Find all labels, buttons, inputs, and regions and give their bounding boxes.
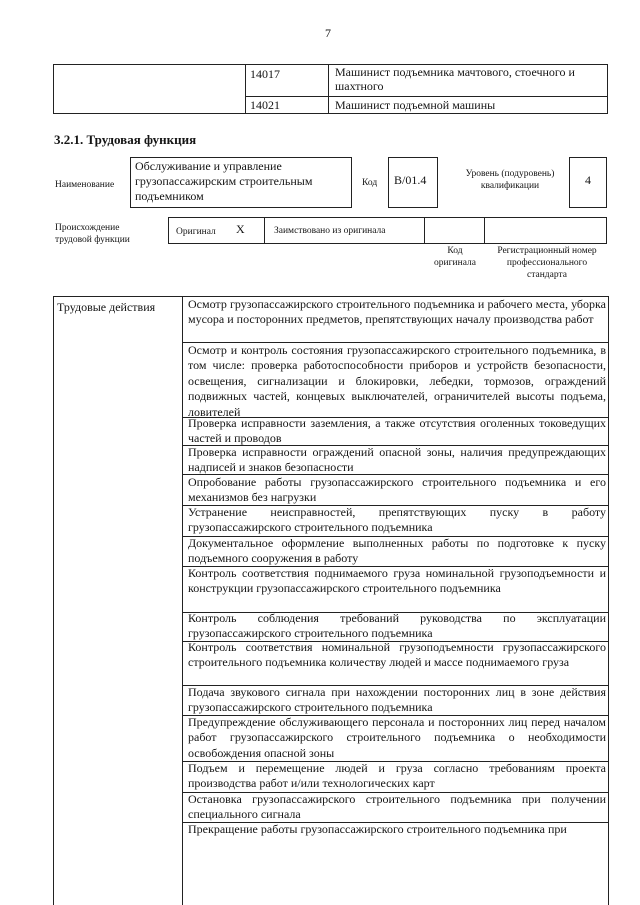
table-row-code: 14017 (250, 67, 280, 81)
labor-action-item: Контроль соответствия номинальной грузоподъемности грузопассажирского строительного подъемника количеству людей и массе поднимаемого груза (188, 640, 606, 670)
labor-action-item: Предупреждение обслуживающего персонала и посторонних лиц перед началом работ грузопассажирского строительного подъемника о необходимости освобождения опасной зоны (188, 715, 606, 760)
reg-number-label: Регистрационный номер профессионального стандарта (497, 246, 597, 280)
function-code: В/01.4 (394, 173, 427, 187)
labor-action-item: Опробование работы грузопассажирского строительного подъемника и его механизмов без нагрузки (188, 475, 606, 505)
labor-action-item: Документальное оформление выполненных работы по подготовке к пуску подъемного сооружения в работу (188, 536, 606, 566)
labor-action-item: Подъем и перемещение людей и груза согласно требованиям проекта производства работ и/или технологических карт (188, 761, 606, 791)
section-title: 3.2.1. Трудовая функция (54, 132, 197, 147)
labor-action-item: Проверка исправности заземления, а также отсутствия оголенных токоведущих частей и проводов (188, 416, 606, 446)
labor-action-item: Осмотр грузопассажирского строительного подъемника и рабочего места, уборка мусора и посторонних предметов, препятствующих началу производства работ (188, 297, 606, 327)
original-mark: X (236, 222, 245, 236)
origin-label: Происхождение трудовой функции (55, 223, 130, 245)
labor-action-item: Прекращение работы грузопассажирского строительного подъемника при (188, 822, 567, 836)
labor-actions-label: Трудовые действия (57, 300, 156, 314)
name-label: Наименование (55, 180, 115, 190)
qualification-level: 4 (585, 173, 591, 187)
labor-action-item: Осмотр и контроль состояния грузопассажирского строительного подъемника, в том числе: проверка работоспособности приборов и устройств безопасности, освещения, сигнализации и блокировки, лебедки, тормозов, ограждений подвижных частей, концевых выключателей, ограничителей высоты подъема, ловителей (188, 343, 606, 419)
code-original-label: Код оригинала (434, 246, 476, 268)
page-number: 7 (325, 26, 331, 40)
labor-action-item: Подача звукового сигнала при нахождении посторонних лиц в зоне действия грузопассажирского строительного подъемника (188, 685, 606, 715)
level-label: Уровень (подуровень) квалификации (465, 169, 555, 191)
function-name: Обслуживание и управление грузопассажирским строительным подъемником (135, 159, 313, 203)
labor-action-item: Контроль соответствия поднимаемого груза номинальной грузоподъемности и конструкции грузопассажирского строительного подъемника (188, 566, 606, 596)
table-row-code: 14021 (250, 98, 280, 112)
labor-action-item: Проверка исправности ограждений опасной зоны, наличия предупреждающих надписей и знаков безопасности (188, 445, 606, 475)
labor-action-item: Остановка грузопассажирского строительного подъемника при получении специального сигнала (188, 792, 606, 822)
original-label: Оригинал (176, 227, 216, 237)
labor-action-item: Устранение неисправностей, препятствующих пуску в работу грузопассажирского строительного подъемника (188, 505, 606, 535)
table-row-title: Машинист подъемной машины (335, 98, 496, 112)
borrowed-label: Заимствовано из оригинала (274, 226, 386, 236)
table-row-title: Машинист подъемника мачтового, стоечного и шахтного (335, 65, 575, 93)
labor-action-item: Контроль соблюдения требований руководства по эксплуатации грузопассажирского строительного подъемника (188, 611, 606, 641)
code-label: Код (362, 178, 378, 188)
